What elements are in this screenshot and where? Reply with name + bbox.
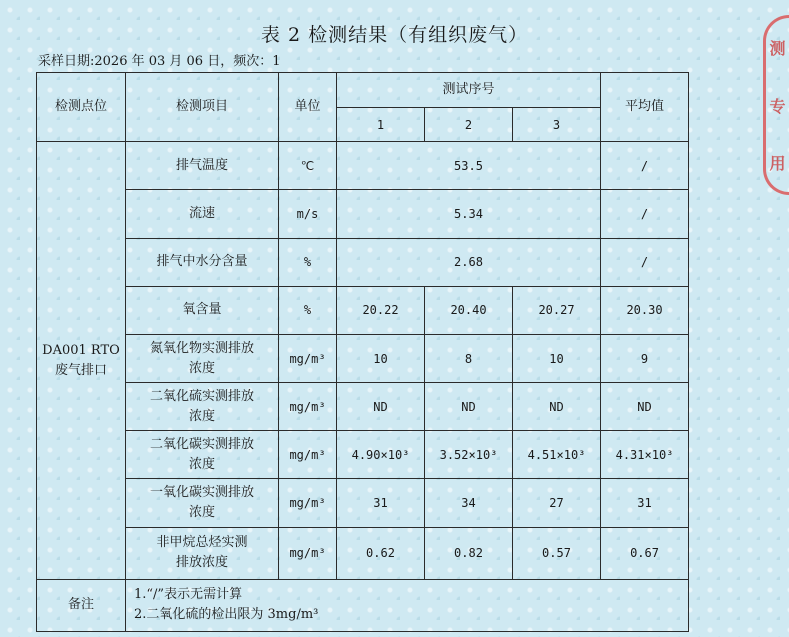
note-line-2: 2.二氧化硫的检出限为 3mg/m³ xyxy=(134,607,319,623)
value-cell: 4.51×10³ xyxy=(513,431,601,479)
note-line-1: 1.“/”表示无需计算 xyxy=(134,587,243,603)
table-row xyxy=(37,383,689,431)
unit-cell: mg/m³ xyxy=(279,383,337,431)
average-cell: ND xyxy=(601,383,689,431)
value-cell: 0.82 xyxy=(425,527,513,579)
table-row xyxy=(37,334,689,382)
average-cell: 20.30 xyxy=(601,286,689,334)
item-line: 一氧化碳实测排放 xyxy=(149,485,254,501)
average-cell: / xyxy=(601,142,689,190)
table-row xyxy=(37,142,689,190)
location-line: DA001 RTO xyxy=(42,342,120,358)
results-table xyxy=(36,72,689,632)
table-title: 表 2 检测结果（有组织废气） xyxy=(260,24,529,46)
unit-cell: mg/m³ xyxy=(279,431,337,479)
item-line: 排气中水分含量 xyxy=(156,254,248,270)
item-line: 排放浓度 xyxy=(175,555,228,571)
merged-value-cell: 2.68 xyxy=(337,238,601,286)
header-unit: 单位 xyxy=(279,73,337,142)
table-row xyxy=(37,431,689,479)
item-line: 浓度 xyxy=(188,408,215,424)
average-cell: / xyxy=(601,238,689,286)
value-cell: 0.62 xyxy=(337,527,425,579)
average-cell: / xyxy=(601,190,689,238)
average-cell: 31 xyxy=(601,479,689,527)
item-cell xyxy=(126,334,279,382)
table-row xyxy=(37,238,689,286)
unit-cell: ℃ xyxy=(279,142,337,190)
location-cell xyxy=(37,142,126,580)
unit-cell: mg/m³ xyxy=(279,527,337,579)
notes-label: 备注 xyxy=(37,579,126,631)
header-seq: 测试序号 xyxy=(337,73,601,108)
header-point: 检测点位 xyxy=(37,73,126,142)
item-line: 氧含量 xyxy=(182,302,222,318)
stamp-char: 测 xyxy=(769,39,786,58)
value-cell: ND xyxy=(337,383,425,431)
value-cell: ND xyxy=(513,383,601,431)
header-avg: 平均值 xyxy=(601,73,689,142)
value-cell: ND xyxy=(425,383,513,431)
item-cell xyxy=(126,479,279,527)
average-cell: 9 xyxy=(601,334,689,382)
table-row xyxy=(37,527,689,579)
unit-cell: mg/m³ xyxy=(279,334,337,382)
item-cell xyxy=(126,383,279,431)
value-cell: 27 xyxy=(513,479,601,527)
header-seq-2: 2 xyxy=(425,108,513,142)
unit-cell: % xyxy=(279,238,337,286)
item-line: 二氧化硫实测排放 xyxy=(149,388,254,404)
value-cell: 31 xyxy=(337,479,425,527)
merged-value-cell: 53.5 xyxy=(337,142,601,190)
notes-content xyxy=(126,579,689,631)
item-line: 二氧化碳实测排放 xyxy=(149,436,254,452)
value-cell: 0.57 xyxy=(513,527,601,579)
average-cell: 4.31×10³ xyxy=(601,431,689,479)
stamp-char: 专 xyxy=(769,96,786,116)
notes-row xyxy=(37,579,689,631)
location-line: 废气排口 xyxy=(54,362,107,378)
value-cell: 10 xyxy=(513,334,601,382)
item-cell xyxy=(126,238,279,286)
stamp-char: 用 xyxy=(769,154,786,173)
table-row xyxy=(37,190,689,238)
merged-value-cell: 5.34 xyxy=(337,190,601,238)
item-line: 流速 xyxy=(188,205,215,221)
item-cell xyxy=(126,286,279,334)
table-row xyxy=(37,479,689,527)
table-row xyxy=(37,286,689,334)
unit-cell: m/s xyxy=(279,190,337,238)
value-cell: 20.27 xyxy=(513,286,601,334)
value-cell: 8 xyxy=(425,334,513,382)
value-cell: 4.90×10³ xyxy=(337,431,425,479)
item-cell xyxy=(126,190,279,238)
item-line: 非甲烷总烃实测 xyxy=(156,535,248,551)
value-cell: 20.40 xyxy=(425,286,513,334)
header-seq-3: 3 xyxy=(513,108,601,142)
item-line: 浓度 xyxy=(188,505,215,521)
item-line: 氮氧化物实测排放 xyxy=(149,340,254,356)
header-item: 检测项目 xyxy=(126,73,279,142)
item-line: 浓度 xyxy=(188,456,215,472)
value-cell: 3.52×10³ xyxy=(425,431,513,479)
unit-cell: mg/m³ xyxy=(279,479,337,527)
value-cell: 20.22 xyxy=(337,286,425,334)
item-cell xyxy=(126,431,279,479)
official-stamp xyxy=(763,15,789,195)
sampling-date: 采样日期:2026 年 03 月 06 日，频次：1 xyxy=(38,54,281,69)
average-cell: 0.67 xyxy=(601,527,689,579)
value-cell: 10 xyxy=(337,334,425,382)
item-cell xyxy=(126,527,279,579)
value-cell: 34 xyxy=(425,479,513,527)
item-line: 浓度 xyxy=(188,360,215,376)
unit-cell: % xyxy=(279,286,337,334)
item-line: 排气温度 xyxy=(175,157,228,173)
item-cell xyxy=(126,142,279,190)
header-seq-1: 1 xyxy=(337,108,425,142)
